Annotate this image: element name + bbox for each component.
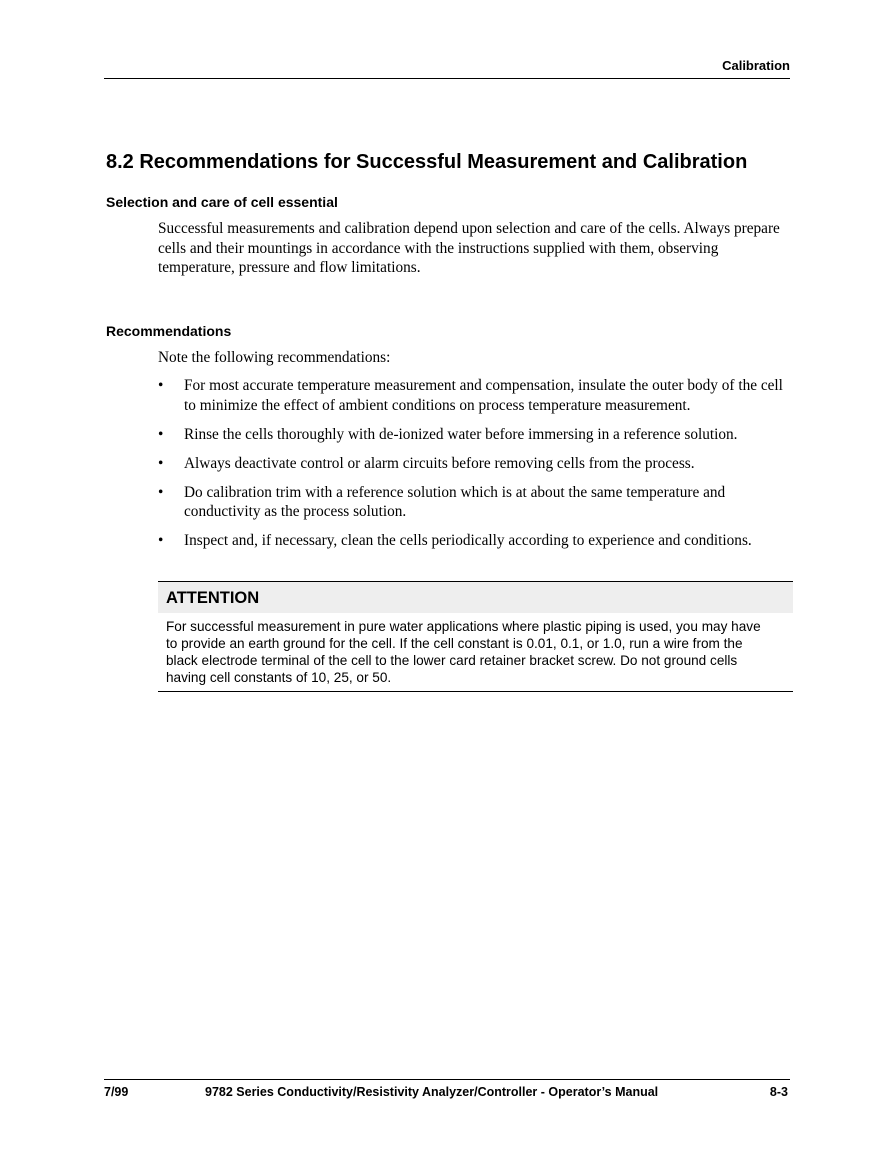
list-item-text: For most accurate temperature measurement and compensation, insulate the outer body of the cell to minimize the effect of ambient conditions on process temperature measurement. [184,377,783,414]
list-item [158,376,792,415]
list-item [158,425,792,445]
recommendations-intro: Note the following recommendations: [158,349,391,366]
attention-title: ATTENTION [158,582,793,613]
bullet-icon: • [158,377,164,394]
running-header [104,58,790,79]
recommendations-list [158,376,792,560]
page-footer [104,1079,790,1102]
list-item-text: Do calibration trim with a reference solution which is at about the same temperature and conductivity as the process solution. [184,483,726,520]
list-item-text: Rinse the cells thoroughly with de-ionized water before immersing in a reference solution. [184,425,738,443]
header-chapter-title: Calibration [722,58,790,73]
bullet-icon: • [158,532,164,549]
footer-manual-title: 9782 Series Conductivity/Resistivity Analyzer/Controller - Operator’s Manual [205,1085,659,1099]
bullet-icon: • [158,454,164,472]
recommendations-heading: Recommendations [106,323,232,339]
list-item [158,483,792,522]
attention-notice [158,581,793,692]
selection-heading: Selection and care of cell essential [106,194,338,210]
section-title: 8.2 Recommendations for Successful Measurement and Calibration [106,151,748,173]
list-item [158,454,792,474]
selection-paragraph: Successful measurements and calibration depend upon selection and care of the cells. Always prepare cells and their mountings in accordance with the instructions supplied with them, observing temperature, pressure and flow limitations. [158,220,780,276]
list-item [158,531,792,551]
list-item-text: Always deactivate control or alarm circuits before removing cells from the process. [184,454,695,472]
footer-date: 7/99 [104,1085,129,1099]
list-item-text: Inspect and, if necessary, clean the cells periodically according to experience and conditions. [184,532,752,549]
bullet-icon: • [158,425,164,443]
attention-text: For successful measurement in pure water applications where plastic piping is used, you may have to provide an earth ground for the cell. If the cell constant is 0.01, 0.1, or 1.0, run a wire from the black electrode terminal of the cell to the lower card retainer bracket screw. Do not ground cells having cell constants of 10, 25, or 50. [166,619,761,685]
bullet-icon: • [158,483,164,501]
footer-page-number: 8-3 [769,1085,788,1099]
